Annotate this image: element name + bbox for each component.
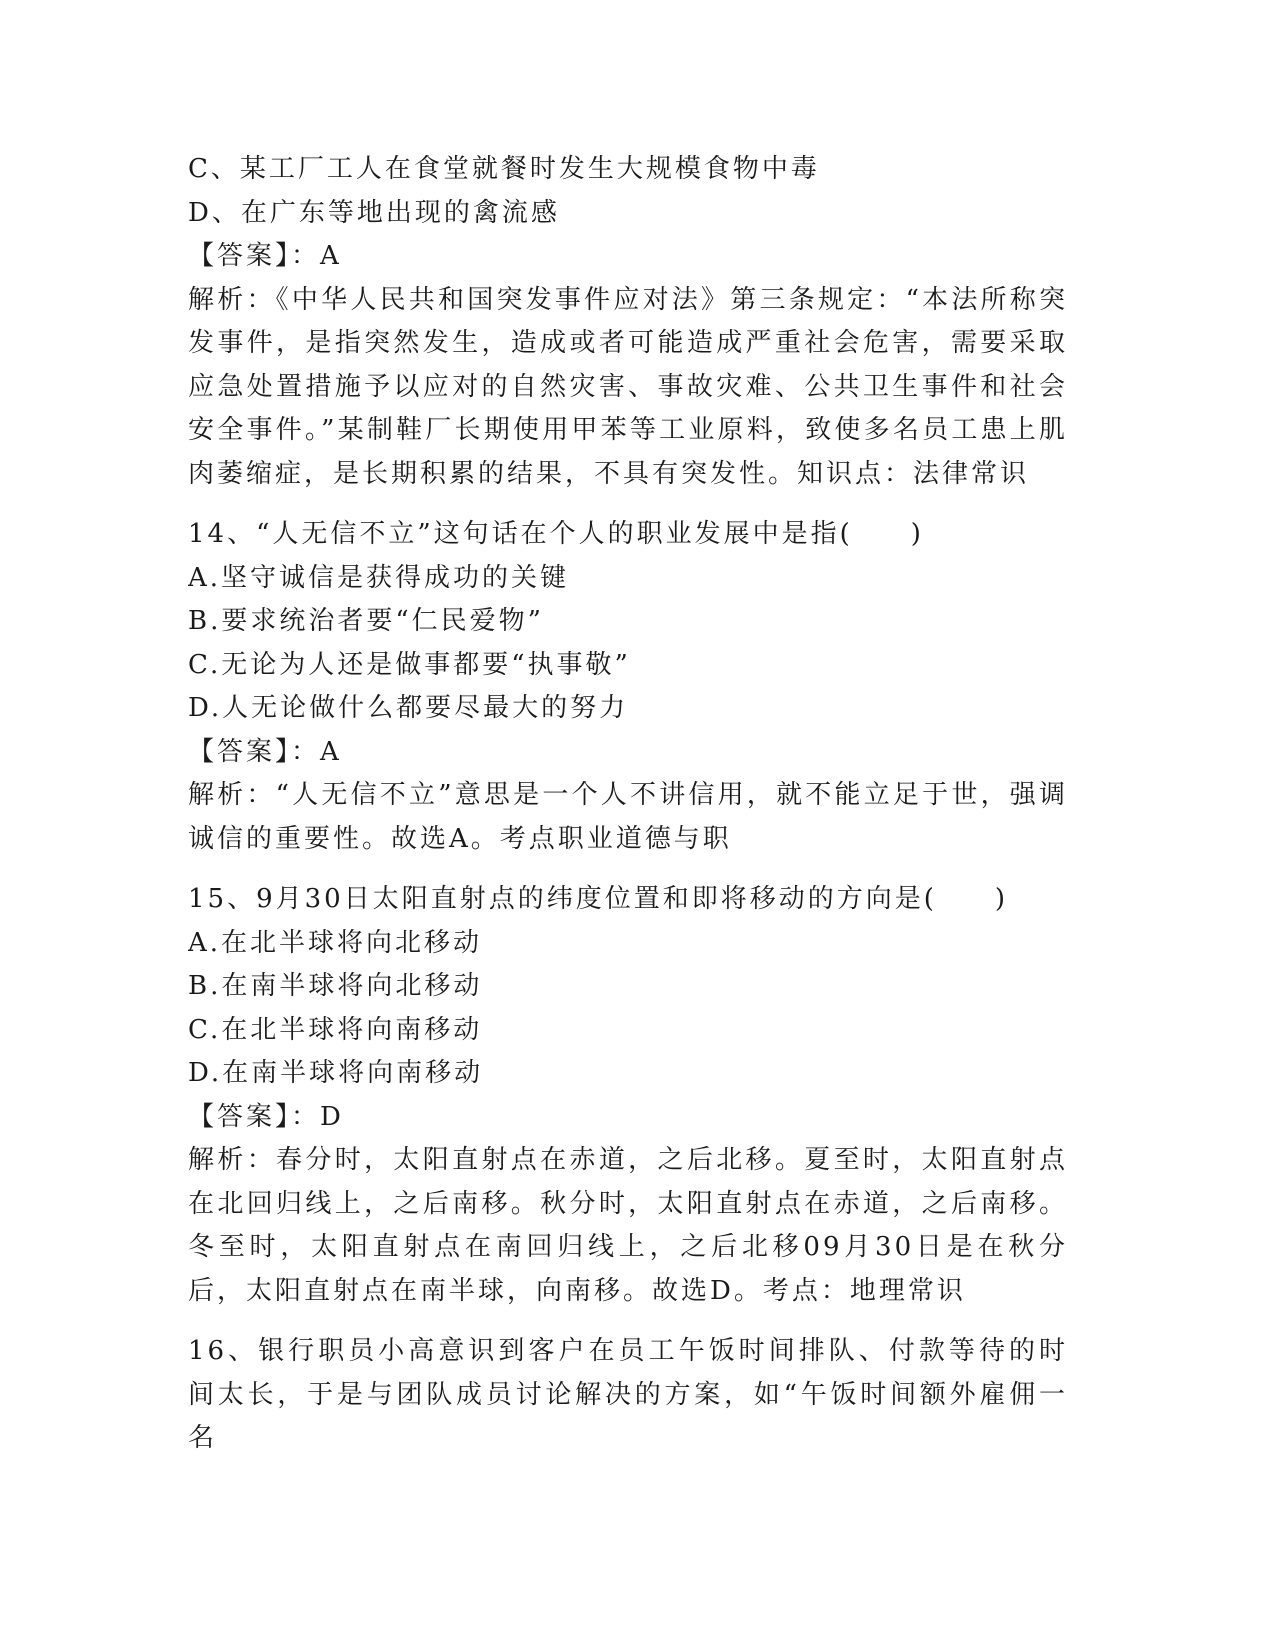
q15-option-c: C.在北半球将向南移动 [188, 1014, 483, 1045]
q15-question: 15、9月30日太阳直射点的纬度位置和即将移动的方向是( ) [188, 884, 1008, 914]
q15-option-d: D.在南半球将向南移动 [188, 1058, 484, 1088]
q13-option-d: D、在广东等地出现的禽流感 [188, 197, 560, 228]
answer-value: D [320, 1101, 344, 1132]
answer-separator: ： [291, 241, 321, 271]
q14-option-b: B.要求统治者要“仁民爱物” [188, 606, 544, 636]
document-page [188, 148, 1068, 1461]
answer-separator: ： [291, 736, 321, 767]
q15-option-b: B.在南半球将向北移动 [188, 971, 483, 1001]
q14-option-c: C.无论为人还是做事都要“执事敬” [188, 649, 631, 680]
answer-label: 【答案】 [188, 736, 292, 767]
q13-option-c: C、某工厂工人在食堂就餐时发生大规模食物中毒 [188, 154, 820, 184]
q15-answer [188, 1096, 1068, 1140]
q14-answer [188, 731, 1068, 775]
q14-option-a: A.坚守诚信是获得成功的关键 [188, 562, 570, 593]
answer-label: 【答案】 [188, 241, 292, 271]
q13-answer [188, 235, 1068, 279]
answer-value: A [320, 241, 342, 271]
q14-question: 14、“人无信不立”这句话在个人的职业发展中是指( ) [188, 519, 924, 549]
answer-separator: ： [291, 1101, 321, 1132]
answer-label: 【答案】 [188, 1101, 292, 1132]
q13-explanation: 解析：《中华人民共和国突发事件应对法》第三条规定：“本法所称突发事件，是指突然发生，造成或者可能造成严重社会危害，需要采取应急处置措施予以应对的自然灾害、事故灾难、公共卫生事件和社会安全事件。”某制鞋厂长期使用甲苯等工业原料，致使多名员工患上肌肉萎缩症，是长期积累的结果，不具有突发性。知识点：法律常识 [188, 284, 1068, 489]
q15-explanation: 解析：春分时，太阳直射点在赤道，之后北移。夏至时，太阳直射点在北回归线上，之后南移。秋分时，太阳直射点在赤道，之后南移。冬至时，太阳直射点在南回归线上，之后北移09月30日是在秋分后，太阳直射点在南半球，向南移。故选D。考点：地理常识 [188, 1145, 1068, 1306]
q14-option-d: D.人无论做什么都要尽最大的努力 [188, 693, 629, 723]
q14-explanation: 解析：“人无信不立”意思是一个人不讲信用，就不能立足于世，强调诚信的重要性。故选A。考点职业道德与职 [188, 780, 1068, 854]
answer-value: A [320, 736, 342, 767]
q15-option-a: A.在北半球将向北移动 [188, 927, 483, 958]
q16-question: 16、银行职员小高意识到客户在员工午饭时间排队、付款等待的时间太长，于是与团队成员讨论解决的方案，如“午饭时间额外雇佣一名 [188, 1336, 1068, 1453]
